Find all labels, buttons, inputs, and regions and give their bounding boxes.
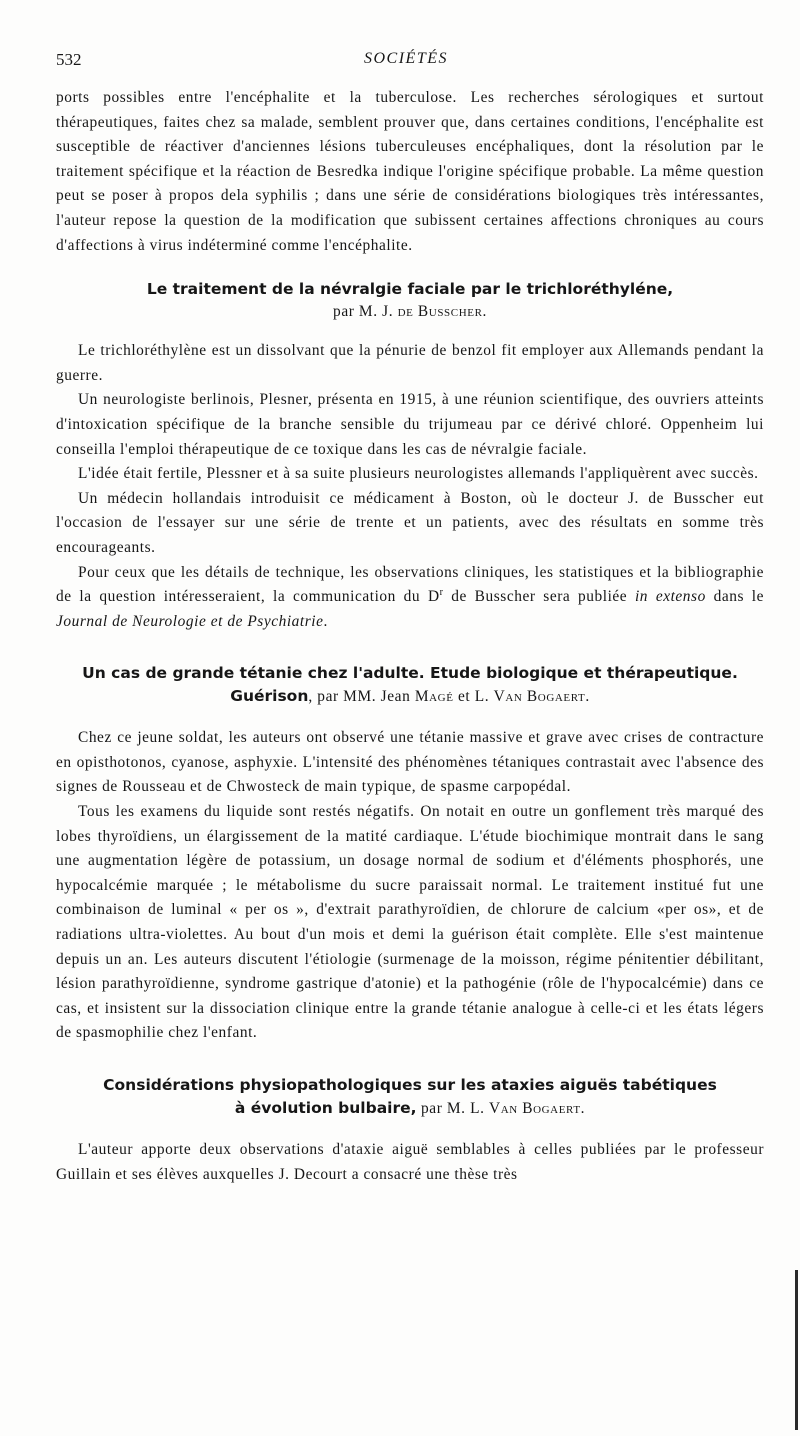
article-2-byline: , par MM. Jean xyxy=(308,688,415,706)
article-1-last-paragraph xyxy=(56,561,764,635)
text-run: dans le xyxy=(705,588,764,606)
article-2-paragraph: Chez ce jeune soldat, les auteurs ont observé une tétanie massive et grave avec crises de contracture en opisthotonos, cyanose, asphyxie. L'intensité des phénomènes tétaniques contrastait avec l'absence des signes de Rousseau et de Chwosteck de main typique, de spasme carpopédal. xyxy=(56,729,764,796)
article-3-author: Van Bogaert. xyxy=(488,1100,586,1117)
article-2-title-bold: Guérison xyxy=(230,687,309,706)
article-2-paragraph: Tous les examens du liquide sont restés négatifs. On notait en outre un gonflement très marqué des lobes thyroïdiens, un élargissement de la matité cardiaque. L'étude biochimique montrait dans le sang une augmentation légère de potassium, un dosage normal de sodium et d'éléments phosphorés, une hypocalcémie marquée ; le métabolisme du sucre paraissait normal. Le traitement institué fut une combinaison de luminal « per os », d'extrait parathyroïdien, de chlorure de calcium «per os», et de radiations ultra-violettes. Au bout d'un mois et demi la guérison était complète. Elle s'est maintenue depuis un an. Les auteurs discutent l'étiologie (surmenage de la moisson, régime pénitentier débilitant, lésion parathyroïdienne, syndrome gastrique d'atonie) et la pathogénie (rôle de l'hypocalcémie) dans ce cas, et insistent sur la dissociation clinique entre la grande tétanie analogue à celle-ci et les états légers de spasmophilie chez l'enfant. xyxy=(56,803,764,1042)
article-2-author-1: Magé xyxy=(414,688,454,706)
article-3-title-line-1: Considérations physiopathologiques sur les ataxies aiguës tabétiques xyxy=(103,1076,717,1094)
italic-run: in extenso xyxy=(634,588,706,606)
spacer xyxy=(56,1120,764,1138)
article-3-paragraph: L'auteur apporte deux observations d'ataxie aiguë semblables à celles publiées par le professeur Guillain et ses élèves auxquelles J. Decourt a consacré une thèse très xyxy=(56,1141,764,1183)
text-run: de Busscher sera publiée xyxy=(443,588,635,606)
article-3-title xyxy=(56,1074,764,1120)
article-1-byline xyxy=(56,301,764,323)
article-2-title xyxy=(56,662,764,708)
running-head xyxy=(56,50,756,74)
article-1-paragraph: L'idée était fertile, Plessner et à sa suite plusieurs neurologistes allemands l'appliquèrent avec succès. xyxy=(78,465,759,483)
text-run: Pour ceux que les détails de technique, les observations cliniques, les statistiques et la bibliographie de la question intéresseraient, la communication du D xyxy=(56,563,764,606)
page-edge-shadow xyxy=(795,1270,798,1430)
article-2-author-2: Van Bogaert. xyxy=(493,688,590,706)
article-1-title xyxy=(56,278,764,301)
article-1-paragraph: Un médecin hollandais introduisit ce médicament à Boston, où le docteur J. de Busscher eut l'occasion de l'essayer sur une série de trente et un patients, avec des résultats en somme très encourageants. xyxy=(56,489,764,556)
superscript: r xyxy=(439,586,444,598)
article-1-paragraph: Un neurologiste berlinois, Plesner, présenta en 1915, à une réunion scientifique, des ouvriers atteints d'intoxication spécifique de la branche sensible du trijumeau par ce dérivé chloré. Oppenheim lui conseilla l'emploi thérapeutique de ce toxique dans les cas de névralgie faciale. xyxy=(56,391,764,458)
article-3-title-bold: à évolution bulbaire, xyxy=(234,1099,417,1117)
article-1-author: de Busscher. xyxy=(397,303,487,321)
article-1-byline-prefix: par M. J. xyxy=(333,303,398,321)
running-title: SOCIÉTÉS xyxy=(364,50,448,67)
article-2-connector: et L. xyxy=(453,688,494,706)
spacer xyxy=(56,708,764,726)
article-3-title-line-2 xyxy=(56,1097,764,1120)
article-1-title-text: Le traitement de la névralgie faciale par le trichloréthyléne, xyxy=(146,280,674,299)
body-text xyxy=(56,86,764,1187)
journal-title: Journal de Neurologie et de Psychiatrie xyxy=(56,612,324,630)
page-number: 532 xyxy=(56,50,82,69)
text-run: . xyxy=(323,612,328,630)
article-2-title-line-1: Un cas de grande tétanie chez l'adulte. Etude biologique et thérapeutique. xyxy=(82,664,738,683)
article-2-title-line-2 xyxy=(56,685,764,708)
intro-paragraph: ports possibles entre l'encéphalite et la tuberculose. Les recherches sérologiques et surtout thérapeutiques, faites chez sa malade, semblent prouver que, dans certaines conditions, l'encéphalite est susceptible de réactiver d'anciennes lésions tuberculeuses encéphaliques, dont la résolution par le traitement spécifique et la réaction de Besredka indique l'origine spécifique probable. La même question peut se poser à propos dela syphilis ; dans une série de considérations biologiques très intéressantes, l'auteur repose la question de la modification que subissent certaines affections chroniques au cours d'affections à virus indéterminé comme l'encéphalite. xyxy=(56,89,764,254)
article-1-paragraph: Le trichloréthylène est un dissolvant que la pénurie de benzol fit employer aux Allemands pendant la guerre. xyxy=(56,342,764,384)
article-3-byline: par M. L. xyxy=(416,1100,489,1117)
